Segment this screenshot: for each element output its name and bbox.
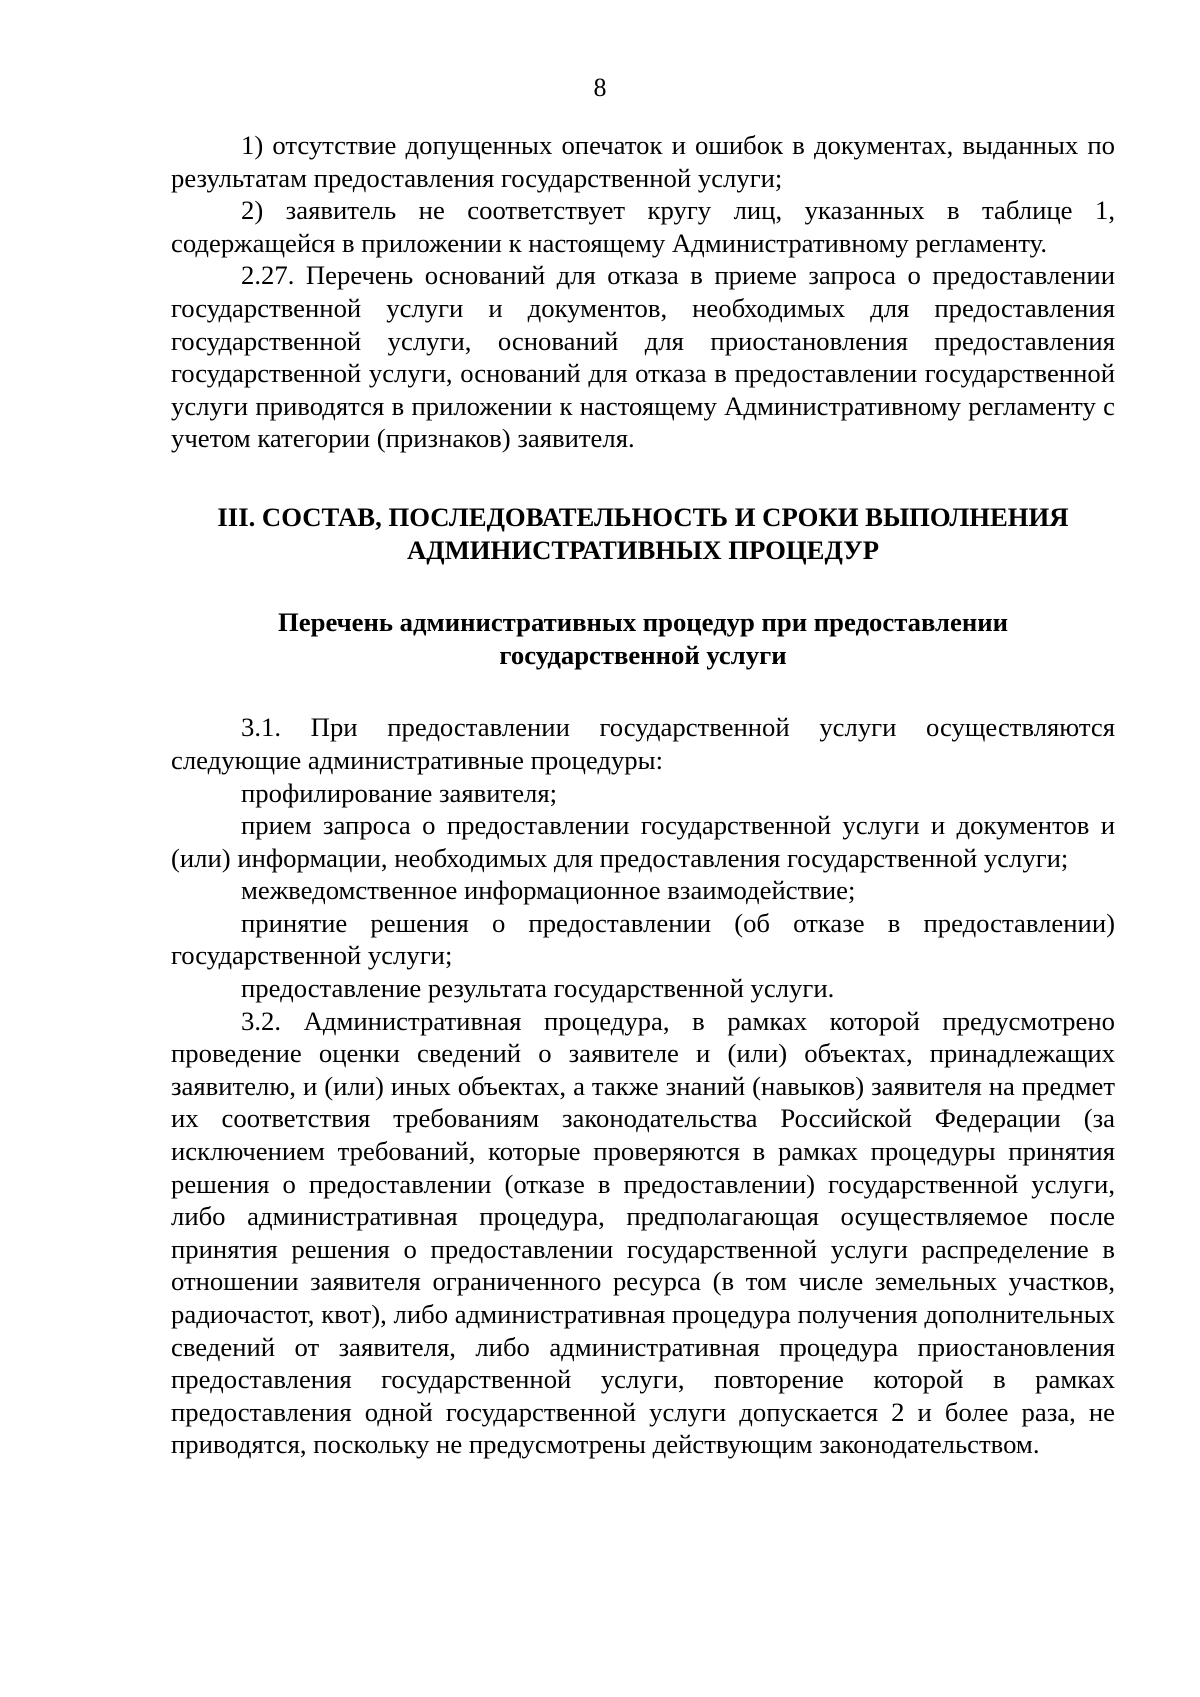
sub-heading: Перечень административных процедур при предоставлении государственной услуги [278, 607, 1008, 670]
section-heading: III. СОСТАВ, ПОСЛЕДОВАТЕЛЬНОСТЬ И СРОКИ ВЫПОЛНЕНИЯ АДМИНИСТРАТИВНЫХ ПРОЦЕДУР [217, 501, 1069, 565]
paragraph-item-2: 2) заявитель не соответствует кругу лиц, указанных в таблице 1, содержащейся в приложении к настоящему Административному регламенту. [171, 195, 1115, 258]
paragraph-3-1: 3.1. При предоставлении государственной услуги осуществляются следующие административные процедуры: [171, 712, 1115, 775]
list-item-interagency: межведомственное информационное взаимодействие; [241, 875, 856, 906]
document-body [171, 129, 1115, 1461]
list-item-profiling: профилирование заявителя; [241, 777, 558, 808]
list-item-request-reception: прием запроса о предоставлении государственной услуги и документов и (или) информации, необходимых для предоставления государственной услуги; [171, 810, 1115, 873]
paragraph-3-2: 3.2. Административная процедура, в рамках которой предусмотрено проведение оценки сведений о заявителе и (или) объектах, принадлежащих заявителю, и (или) иных объектах, а также знаний (навыков) заявителя на предмет их соответствия требованиям законодательства Российской Федерации (за исключением требований, которые проверяются в рамках процедуры принятия решения о предоставлении (отказе в предоставлении) государственной услуги, либо административная процедура, предполагающая осуществляемое после принятия решения о предоставлении государственной услуги распределение в отношении заявителя ограниченного ресурса (в том числе земельных участков, радиочастот, квот), либо административная процедура получения дополнительных сведений от заявителя, либо административная процедура приостановления предоставления государственной услуги, повторение которой в рамках предоставления одной государственной услуги допускается 2 и более раза, не приводятся, поскольку не предусмотрены действующим законодательством. [171, 1005, 1115, 1460]
paragraph-2-27: 2.27. Перечень оснований для отказа в приеме запроса о предоставлении государственной услуги и документов, необходимых для предоставления государственной услуги, оснований для приостановления предоставления государственной услуги, оснований для отказа в предоставлении государственной услуги приводятся в приложении к настоящему Административному регламенту с учетом категории (признаков) заявителя. [171, 260, 1115, 454]
paragraph-item-1: 1) отсутствие допущенных опечаток и ошибок в документах, выданных по результатам предоставления государственной услуги; [171, 130, 1115, 193]
list-item-result: предоставление результата государственной услуги. [241, 973, 835, 1004]
list-item-decision: принятие решения о предоставлении (об отказе в предоставлении) государственной услуги; [171, 907, 1115, 971]
page-number: 8 [593, 73, 607, 102]
